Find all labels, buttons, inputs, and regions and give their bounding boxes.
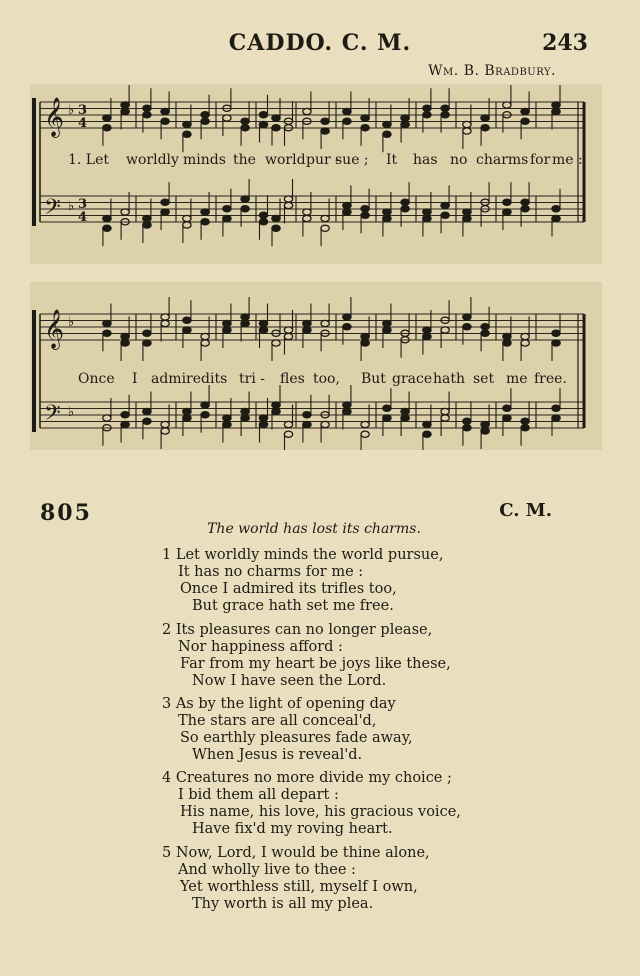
note-head [401,115,409,121]
lyric-syllable: too, [313,371,340,387]
note-head [321,225,329,231]
note-head [441,112,449,118]
note-head [121,412,129,418]
note-head [272,340,280,346]
note-head [272,408,280,414]
lyric-syllable: no [450,152,468,168]
bass-clef-icon: 𝄢 [44,195,61,225]
note-head [303,421,311,427]
key-flat-icon: ♭ [68,405,75,420]
note-head [121,209,129,215]
note-head [284,327,292,333]
lyric-syllable: admired [151,371,211,387]
note-head [401,199,409,205]
note-head [552,340,560,346]
note-head [303,209,311,215]
note-head [383,215,391,221]
note-head [361,421,369,427]
note-head [441,408,449,414]
note-head [441,212,449,218]
note-head [201,118,209,124]
note-head [343,314,351,320]
lyric-syllable: the [233,152,256,168]
bass-clef-icon: 𝄢 [44,401,61,431]
note-head [503,405,511,411]
note-head [481,324,489,330]
note-head [343,202,351,208]
note-head [521,425,529,431]
note-head [361,431,369,437]
note-head [503,415,511,421]
note-head [303,412,311,418]
note-head [423,215,431,221]
note-head [521,333,529,339]
note-head [343,324,351,330]
lyric-syllable: But [361,371,386,387]
note-head [223,115,231,121]
note-head [103,215,111,221]
note-head [143,105,151,111]
note-head [121,108,129,114]
note-head [423,421,431,427]
note-head [259,212,267,218]
treble-clef-icon: 𝄞 [44,97,65,137]
note-head [143,330,151,336]
note-head [521,206,529,212]
lyric-syllable: Once [78,371,115,387]
lyric-syllable: sue ; [335,152,369,168]
note-head [183,327,191,333]
lyric-syllable: grace [392,371,433,387]
note-head [201,402,209,408]
verse-line: But grace hath set me free. [192,598,394,614]
verse-3 [162,696,413,764]
note-head [183,215,191,221]
note-head [503,340,511,346]
note-head [284,202,292,208]
system-brace [32,310,36,432]
note-head [201,112,209,118]
verse-line: 3 As by the light of opening day [162,696,396,712]
lyric-syllable: pur - [306,152,340,168]
note-head [503,333,511,339]
note-head [361,340,369,346]
note-head [321,421,329,427]
note-head [343,402,351,408]
note-head [321,320,329,326]
note-head [521,199,529,205]
note-head [361,125,369,131]
note-head [103,115,111,121]
note-head [161,314,169,320]
note-head [259,320,267,326]
note-head [383,131,391,137]
note-head [161,199,169,205]
hymn-number: 805 [40,500,92,526]
note-head [121,421,129,427]
note-head [481,115,489,121]
note-head [552,415,560,421]
verse-line: 2 Its pleasures can no longer please, [162,622,433,638]
note-head [223,415,231,421]
treble-clef-icon: 𝄞 [44,309,65,349]
note-head [521,340,529,346]
verse-5 [162,845,430,913]
note-head [463,209,471,215]
time-signature: 3 [78,103,88,118]
note-head [303,327,311,333]
note-head [161,320,169,326]
time-signature: 4 [78,116,88,131]
note-head [361,115,369,121]
verse-4 [162,770,461,838]
note-head [143,215,151,221]
note-head [552,108,560,114]
note-head [143,408,151,414]
note-head [521,118,529,124]
note-head [361,333,369,339]
note-head [161,428,169,434]
key-flat-icon: ♭ [68,199,75,214]
key-flat-icon: ♭ [68,315,75,330]
note-head [503,199,511,205]
note-head [259,121,267,127]
note-head [383,405,391,411]
note-head [361,206,369,212]
note-head [259,415,267,421]
lyric-syllable: has [413,152,438,168]
note-head [272,402,280,408]
note-head [343,209,351,215]
note-head [201,219,209,225]
note-head [552,102,560,108]
note-head [343,108,351,114]
note-head [183,317,191,323]
note-head [321,118,329,124]
note-head [103,330,111,336]
hymn-subtitle: The world has lost its charms. [207,521,421,537]
note-head [463,418,471,424]
note-head [103,415,111,421]
lyric-syllable: free. [534,371,567,387]
note-head [423,431,431,437]
note-head [241,415,249,421]
verse-1 [162,547,443,615]
verse-line: I bid them all depart : [178,787,339,803]
note-head [441,202,449,208]
note-head [321,128,329,134]
note-head [103,125,111,131]
lyric-syllable: 1. Let [68,152,110,168]
note-head [103,320,111,326]
note-head [259,112,267,118]
note-head [223,421,231,427]
lyric-syllable: for [530,152,551,168]
note-head [161,421,169,427]
note-head [201,340,209,346]
note-head [121,340,129,346]
note-head [303,320,311,326]
note-head [401,121,409,127]
note-head [143,418,151,424]
note-head [259,327,267,333]
verse-line: Thy worth is all my plea. [192,896,374,912]
note-head [383,320,391,326]
note-head [552,206,560,212]
note-head [521,418,529,424]
note-head [241,314,249,320]
verse-line: Once I admired its trifles too, [180,581,397,597]
verse-line: Yet worthless still, myself I own, [180,879,418,895]
note-head [161,108,169,114]
lyric-syllable: me [506,371,528,387]
note-head [241,118,249,124]
note-head [161,118,169,124]
verse-line: Now I have seen the Lord. [192,673,387,689]
note-head [423,333,431,339]
verse-line: The stars are all conceal'd, [178,713,377,729]
note-head [463,121,471,127]
verse-line: So earthly pleasures fade away, [180,730,413,746]
verse-line: Have fix'd my roving heart. [192,821,393,837]
note-head [201,209,209,215]
note-head [503,102,511,108]
note-head [201,333,209,339]
verse-line: It has no charms for me : [178,564,364,580]
note-head [223,215,231,221]
verse-line: And wholly live to thee : [178,862,356,878]
lyric-syllable: charms [476,152,529,168]
note-head [201,412,209,418]
lyric-syllable: me : [552,152,583,168]
note-head [241,206,249,212]
lyric-syllable: world [265,152,306,168]
note-head [284,196,292,202]
verse-2 [162,622,451,690]
note-head [183,121,191,127]
note-head [143,222,151,228]
verse-line: 5 Now, Lord, I would be thine alone, [162,845,430,861]
note-head [103,225,111,231]
note-head [383,209,391,215]
note-head [423,112,431,118]
verse-line: Far from my heart be joys like these, [180,656,451,672]
system-brace [32,98,36,226]
note-head [321,215,329,221]
lyric-syllable: minds [183,152,226,168]
lyric-syllable: I [132,371,138,387]
note-head [441,415,449,421]
note-head [161,209,169,215]
note-head [401,408,409,414]
note-head [343,408,351,414]
note-head [383,327,391,333]
note-head [552,215,560,221]
music-staves-2 [30,282,602,450]
note-head [361,212,369,218]
verse-line: 4 Creatures no more divide my choice ; [162,770,452,786]
note-head [481,421,489,427]
verse-line: Nor happiness afford : [178,639,343,655]
key-flat-icon: ♭ [68,103,75,118]
verse-line: 1 Let worldly minds the world pursue, [162,547,444,563]
note-head [552,330,560,336]
note-head [503,209,511,215]
note-head [423,105,431,111]
music-system-1 [30,84,602,264]
note-head [183,131,191,137]
verse-line: When Jesus is reveal'd. [192,747,363,763]
note-head [284,333,292,339]
note-head [284,421,292,427]
note-head [521,108,529,114]
note-head [343,118,351,124]
music-staves-1 [30,84,602,264]
note-head [423,327,431,333]
note-head [259,421,267,427]
note-head [383,121,391,127]
note-head [303,108,311,114]
note-head [223,206,231,212]
lyric-syllable: It [386,152,398,168]
note-head [121,333,129,339]
lyric-syllable: its [210,371,228,387]
note-head [143,340,151,346]
note-head [183,408,191,414]
time-signature: 4 [78,210,88,225]
music-system-2 [30,282,602,450]
note-head [401,206,409,212]
note-head [284,431,292,437]
note-head [463,128,471,134]
note-head [223,320,231,326]
note-head [481,330,489,336]
note-head [223,327,231,333]
note-head [383,415,391,421]
lyric-syllable: worldly [126,152,179,168]
note-head [463,425,471,431]
composer-credit: Wm. B. Bradbury. [428,63,556,79]
note-head [481,428,489,434]
note-head [241,320,249,326]
lyric-syllable: tri - [239,371,265,387]
note-head [241,196,249,202]
time-signature: 3 [78,197,88,212]
note-head [441,327,449,333]
lyric-syllable: hath [433,371,466,387]
tune-title: CADDO. C. M. [228,30,412,56]
lyric-syllable: set [473,371,495,387]
lyric-syllable: fles [280,371,305,387]
note-head [143,112,151,118]
note-head [272,125,280,131]
note-head [303,215,311,221]
page-number: 243 [542,30,588,56]
note-head [423,209,431,215]
note-head [121,102,129,108]
note-head [463,324,471,330]
note-head [272,225,280,231]
note-head [241,408,249,414]
note-head [401,415,409,421]
note-head [259,219,267,225]
note-head [481,125,489,131]
note-head [463,215,471,221]
note-head [463,314,471,320]
verse-line: His name, his love, his gracious voice, [180,804,461,820]
note-head [441,105,449,111]
note-head [272,115,280,121]
note-head [183,222,191,228]
note-head [552,405,560,411]
hymn-meter: C. M. [499,500,552,521]
note-head [183,415,191,421]
note-head [272,215,280,221]
note-head [241,125,249,131]
